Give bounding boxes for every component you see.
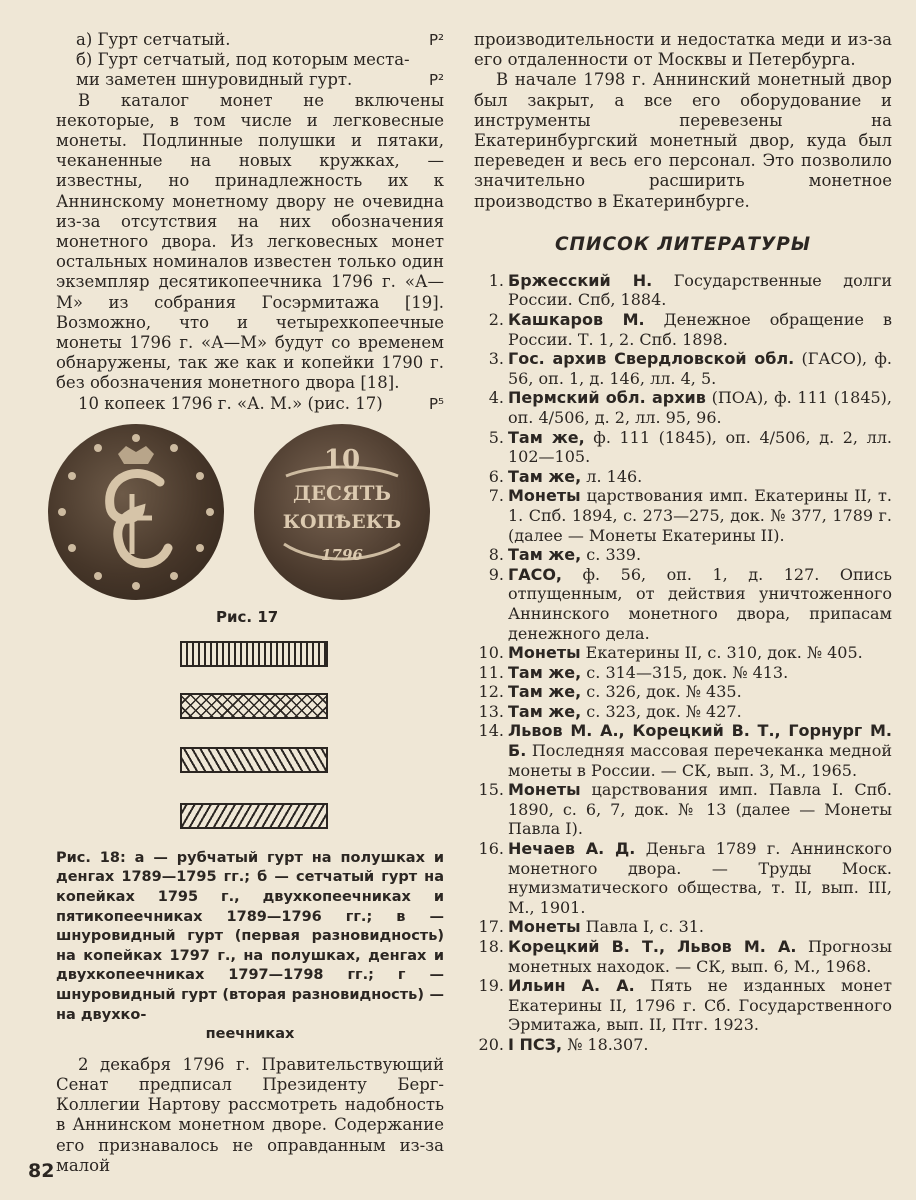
bibliography-author: Там же, [508, 682, 582, 702]
page-number: 82 [28, 1160, 55, 1182]
bibliography-details: ф. 111 (1845), оп. 4/506, д. 2, лл. 102—105. [508, 427, 892, 467]
rarity-mark: P² [428, 31, 444, 49]
coin-text-kopeek: КОПѢЕКЪ [282, 510, 402, 533]
bibliography-item [474, 663, 892, 683]
bibliography-details: Пять не изданных монет Екатерины II, 1796 г. Сб. Государственного Эрмитажа, вып. II, Птг. 1923. [508, 976, 892, 1035]
bibliography-author: Там же, [508, 701, 582, 721]
bibliography-list [474, 271, 892, 1055]
bibliography-author: ГАСО, [508, 564, 562, 584]
bibliography-author: I ПСЗ, [508, 1034, 563, 1054]
coin-reverse-image [254, 424, 430, 600]
left-column [56, 30, 444, 1176]
bibliography-number: 3. [488, 349, 504, 369]
bibliography-number: 12. [478, 682, 504, 702]
bibliography-number: 1. [488, 270, 504, 290]
bibliography-number: 15. [478, 780, 504, 800]
bibliography-item [474, 917, 892, 937]
bibliography-item [474, 702, 892, 722]
bibliography-details: (ПОА), ф. 111 (1845), оп. 4/506, д. 2, лл. 95, 96. [508, 388, 893, 427]
bibliography-author: Там же, [508, 466, 582, 486]
coin-reverse-icon [254, 424, 430, 600]
bibliography-number: 16. [478, 839, 504, 859]
gurt-variant-b-text: б) Гурт сетчатый, под которым места-ми заметен шнуровидный гурт. [76, 50, 410, 90]
bibliography-details: Екатерины II, с. 310, док. № 405. [580, 643, 863, 663]
bibliography-details: с. 323, док. № 427. [581, 701, 742, 721]
continuation-paragraph: производительности и недостатка меди и из-за его отдаленности от Москвы и Петербурга. [474, 30, 892, 70]
bibliography-number: 2. [488, 310, 504, 330]
bibliography-item [474, 643, 892, 663]
bibliography-author: Львов М. А., Корецкий В. Т., Горнург М. Б. [508, 721, 892, 761]
bibliography-number: 7. [488, 486, 504, 506]
catalog-note-paragraph: В каталог монет не включены некоторые, в том числе и легковесные монеты. Подлинные полушки и пятаки, чеканенные на новых кружках, — известны, но принадлежность их к Аннинскому монетному двору не очевидна из-за отсутствия на них обозначения монетного двора. Из легковесных монет остальных номиналов известен только один экземпляр десятикопеечника 1796 г. «А—М» из собрания Госэрмитажа [19]. Возможно, что и четырехкопеечные монеты 1796 г. «А—М» будут со временем обнаружены, так же как и копейки 1790 г. без обозначения монетного двора [18]. [56, 90, 444, 393]
bibliography-item [474, 682, 892, 702]
bibliography-details: с. 326, док. № 435. [581, 682, 742, 702]
figure-18-caption [56, 849, 444, 1045]
gurt-variant-b [56, 50, 444, 90]
bibliography-details: Павла I, с. 31. [580, 917, 705, 937]
bibliography-number: 18. [478, 937, 504, 957]
bibliography-author: Кашкаров М. [508, 310, 645, 330]
bibliography-author: Там же, [508, 545, 582, 565]
bibliography-details: Государственные долги России. Спб, 1884. [508, 270, 892, 310]
bibliography-details: л. 146. [581, 466, 643, 486]
bibliography-item [474, 428, 892, 467]
bibliography-author: Нечаев А. Д. [508, 839, 636, 859]
bibliography-heading: СПИСОК ЛИТЕРАТУРЫ [554, 233, 811, 255]
senate-paragraph: 2 декабря 1796 г. Правительствующий Сенат предписал Президенту Берг-Коллегии Нартову рассмотреть надобность в Аннинском монетном дворе. Содержание его признавалось не оправданным из-за малой [56, 1054, 444, 1175]
gurt-ribbed-image [180, 641, 328, 667]
bibliography-number: 9. [488, 564, 504, 584]
bibliography-details: № 18.307. [562, 1034, 649, 1054]
figure-17-caption: Рис. 17 [216, 607, 279, 626]
bibliography-details: Деньга 1789 г. Аннинского монетного двора. — Труды Моск. нумизматического общества, т. II, вып. III, М., 1901. [508, 839, 892, 917]
bibliography-number: 10. [478, 643, 504, 663]
coin-entry [56, 394, 444, 414]
bibliography-details: Прогнозы монетных находок. — СК, вып. 6, М., 1968. [508, 937, 892, 976]
bibliography-author: Там же, [508, 662, 582, 682]
bibliography-author: Ильин А. А. [508, 976, 635, 996]
bibliography-item [474, 839, 892, 917]
bibliography-details: царствования имп. Павла I. Спб. 1890, с. 6, 7, док. № 13 (далее — Монеты Павла I). [508, 780, 892, 839]
bibliography-item [474, 467, 892, 487]
bibliography-details: Последняя массовая перечеканка медной монеты в России. — СК, вып. 3, М., 1965. [508, 741, 892, 780]
bibliography-details: Денежное обращение в России. Т. 1, 2. Спб. 1898. [508, 310, 892, 349]
coin-entry-text: 10 копеек 1796 г. «А. М.» (рис. 17) [78, 393, 383, 413]
bibliography-item [474, 937, 892, 976]
bibliography-item [474, 388, 892, 427]
monogram-icon [48, 424, 224, 600]
bibliography-item [474, 976, 892, 1035]
bibliography-number: 6. [488, 466, 504, 486]
bibliography-details: с. 314—315, док. № 413. [581, 662, 789, 682]
gurt-cord-second-image [180, 803, 328, 829]
gurt-cord-first-image [180, 747, 328, 773]
bibliography-author: Корецкий В. Т., Львов М. А. [508, 937, 797, 957]
coin-obverse-image [48, 424, 224, 600]
bibliography-number: 17. [478, 917, 504, 937]
bibliography-number: 19. [478, 976, 504, 996]
coin-text-year: 1796 [321, 545, 363, 564]
bibliography-number: 8. [488, 545, 504, 565]
bibliography-author: Пермский обл. архив [508, 388, 706, 408]
bibliography-item [474, 271, 892, 310]
bibliography-item [474, 1035, 892, 1055]
gurt-variant-a-text: а) Гурт сетчатый. [76, 30, 231, 49]
bibliography-author: Бржесский Н. [508, 270, 653, 290]
bibliography-author: Гос. архив Свердловской обл. [508, 349, 795, 369]
bibliography-details: с. 339. [581, 545, 642, 565]
bibliography-item [474, 565, 892, 643]
bibliography-item [474, 545, 892, 565]
rarity-mark: P⁵ [428, 394, 444, 413]
bibliography-number: 11. [478, 662, 504, 682]
bibliography-author: Монеты [508, 780, 581, 800]
figure-17-coins [56, 422, 444, 637]
bibliography-details: (ГАСО), ф. 56, оп. 1, д. 146, лл. 4, 5. [508, 349, 892, 388]
rarity-mark: P² [428, 71, 444, 90]
right-column [474, 30, 892, 1055]
bibliography-number: 5. [488, 427, 504, 447]
bibliography-item [474, 349, 892, 388]
closure-paragraph: В начале 1798 г. Аннинский монетный двор был закрыт, а все его оборудование и инструменты перевезены на Екатеринбургский монетный двор, куда был переведен и весь его персонал. Это позволило значительно расширить монетное производство в Екатеринбурге. [474, 70, 892, 211]
bibliography-details: царствования имп. Екатерины II, т. 1. Спб. 1894, с. 273—275, док. № 377, 1789 г. (далее — Монеты Екатерины II). [508, 486, 892, 545]
bibliography-author: Монеты [508, 486, 581, 506]
gurt-variant-a [56, 30, 444, 50]
figure-18-caption-text: Рис. 18: а — рубчатый гурт на полушках и денгах 1789—1795 гг.; б — сетчатый гурт на копейках 1795 г., двухкопеечниках и пятикопеечниках 1789—1796 гг.; в — шнуровидный гурт (первая разновидность) на копейках 1797 г., на полушках, денгах и двухкопеечниках 1797—1798 гг.; г — шнуровидный гурт (вторая разновидность) — на двухко- [56, 849, 444, 1023]
bibliography-item [474, 486, 892, 545]
bibliography-number: 14. [478, 721, 504, 741]
coin-text-10: 10 [323, 444, 361, 475]
bibliography-number: 20. [478, 1034, 504, 1054]
bibliography-item [474, 310, 892, 349]
bibliography-item [474, 780, 892, 839]
bibliography-number: 4. [488, 388, 504, 408]
bibliography-author: Монеты [508, 643, 581, 663]
bibliography-author: Там же, [508, 427, 585, 447]
bibliography-item [474, 721, 892, 780]
bibliography-details: ф. 56, оп. 1, д. 127. Опись отпущенным, от действия уничтоженного Аннинского монетного двора, припасам денежного дела. [508, 564, 892, 643]
figure-18-caption-end: пеечниках [205, 1026, 295, 1043]
bibliography-number: 13. [478, 701, 504, 721]
coin-text-desyat: ДЕСЯТЬ [293, 480, 391, 505]
gurt-mesh-image [180, 693, 328, 719]
bibliography-author: Монеты [508, 917, 581, 937]
